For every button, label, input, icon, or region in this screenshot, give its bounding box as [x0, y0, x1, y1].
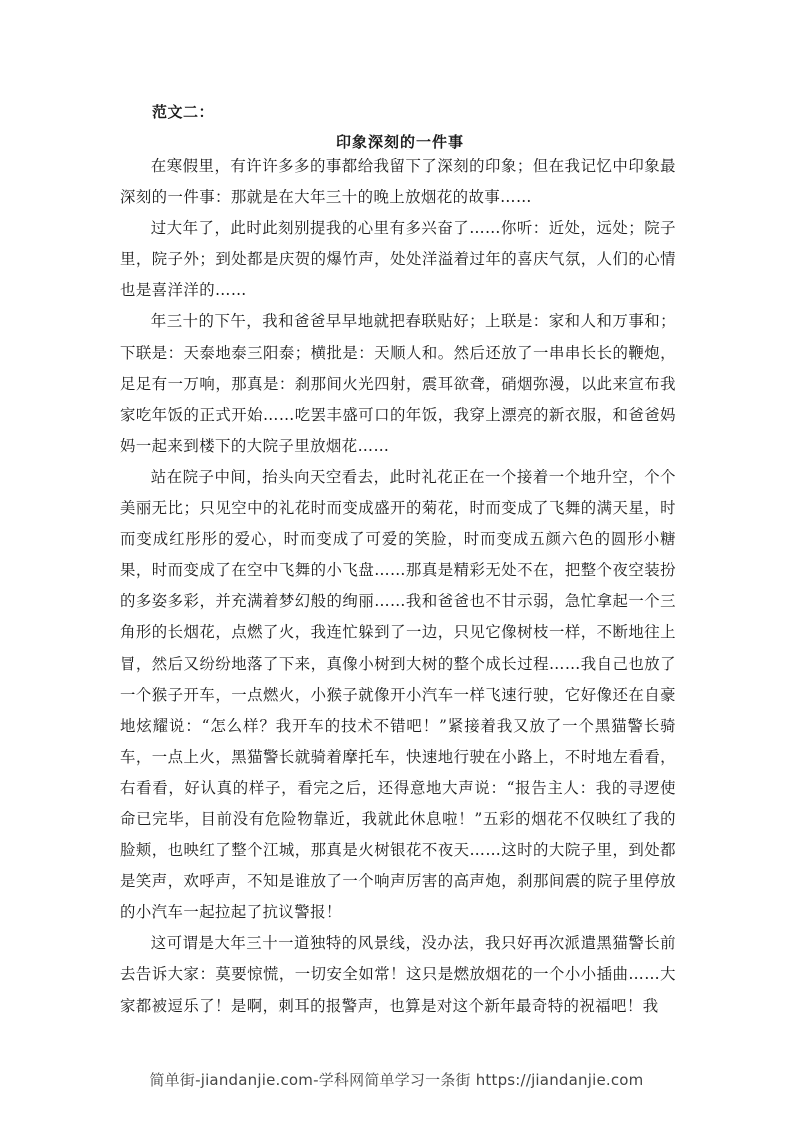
page-footer: 简单街-jiandanjie.com-学科网简单学习一条街 https://jiandanjie.com: [149, 1071, 644, 1089]
essay-title: 印象深刻的一件事: [335, 133, 464, 151]
section-label: 范文二：: [152, 103, 215, 121]
paragraph: 这可谓是大年三十一道独特的风景线，没办法，我只好再次派遣黑猫警长前去告诉大家：莫要惊慌，一切安全如常！这只是燃放烟花的一个小小插曲……大家都被逗乐了！是啊，刺耳的报警声，也算是对这个新年最奇特的祝福吧！我: [120, 934, 676, 1015]
essay-body: [120, 151, 676, 1022]
paragraph: 年三十的下午，我和爸爸早早地就把春联贴好；上联是：家和人和万事和；下联是：天泰地泰三阳泰；横批是：天顺人和。然后还放了一串串长长的鞭炮，足足有一万响，那真是：刹那间火光四射，震耳欲聋，硝烟弥漫，以此来宣布我家吃年饭的正式开始……吃罢丰盛可口的年饭，我穿上漂亮的新衣服，和爸爸妈妈一起来到楼下的大院子里放烟花……: [120, 312, 676, 455]
paragraph: 站在院子中间，抬头向天空看去，此时礼花正在一个接着一个地升空，个个美丽无比；只见空中的礼花时而变成盛开的菊花，时而变成了飞舞的满天星，时而变成红彤彤的爱心，时而变成了可爱的笑脸，时而变成五颜六色的圆形小糖果，时而变成了在空中飞舞的小飞盘……那真是精彩无处不在，把整个夜空装扮的多姿多彩，并充满着梦幻般的绚丽……我和爸爸也不甘示弱，急忙拿起一个三角形的长烟花，点燃了火，我连忙躲到了一边，只见它像树枝一样，不断地往上冒，然后又纷纷地落了下来，真像小树到大树的整个成长过程……我自己也放了一个猴子开车，一点燃火，小猴子就像开小汽车一样飞速行驶，它好像还在自豪地炫耀说：“怎么样？我开车的技术不错吧！”紧接着我又放了一个黑猫警长骑车，一点上火，黑猫警长就骑着摩托车，快速地行驶在小路上，不时地左看看，右看看，好认真的样子，看完之后，还得意地大声说：“报告主人：我的寻逻使命已完毕，目前没有危险物靠近，我就此休息啦！”五彩的烟花不仅映红了我的脸颊，也映红了整个江城，那真是火树银花不夜天……这时的大院子里，到处都是笑声，欢呼声，不知是谁放了一个响声厉害的高声炮，刹那间震的院子里停放的小汽车一起拉起了抗议警报！: [120, 467, 676, 922]
paragraph: 过大年了，此时此刻别提我的心里有多兴奋了……你听：近处，远处；院子里，院子外；到处都是庆贺的爆竹声，处处洋溢着过年的喜庆气氛，人们的心情也是喜洋洋的……: [120, 219, 676, 300]
paragraph: 在寒假里，有许许多多的事都给我留下了深刻的印象；但在我记忆中印象最深刻的一件事：那就是在大年三十的晚上放烟花的故事……: [120, 157, 676, 207]
